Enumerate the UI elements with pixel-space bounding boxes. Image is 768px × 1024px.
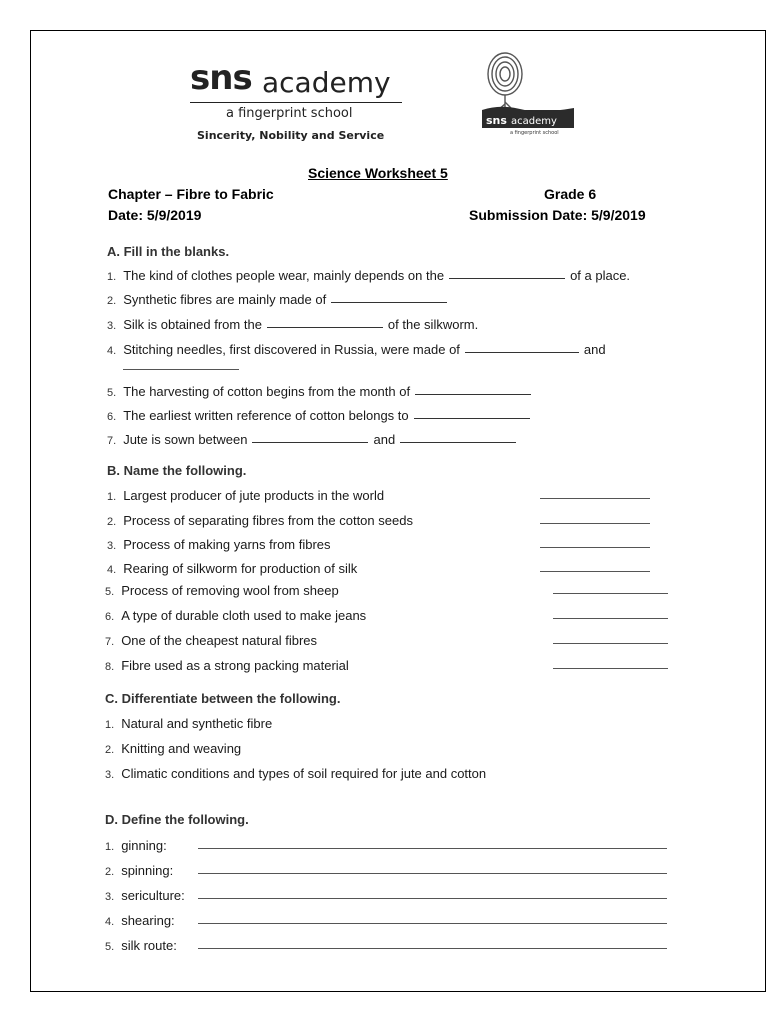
answer-line[interactable] <box>540 523 650 524</box>
answer-line[interactable] <box>198 898 667 899</box>
question-text: Process of making yarns from fibres <box>123 537 331 552</box>
answer-line[interactable] <box>198 848 667 849</box>
question-text: Natural and synthetic fibre <box>121 716 273 731</box>
question-text: ginning: <box>121 838 167 853</box>
question-text: One of the cheapest natural fibres <box>121 633 318 648</box>
question-number: 4. <box>105 916 115 928</box>
logo-sns-text: sns <box>190 58 252 98</box>
answer-line[interactable] <box>198 873 667 874</box>
logo-motto: Sincerity, Nobility and Service <box>197 129 385 142</box>
question-number: 2. <box>107 516 117 528</box>
question-text: Jute is sown between <box>123 432 248 447</box>
question-text: A type of durable cloth used to make jeans <box>121 608 367 623</box>
question-number: 4. <box>107 345 117 357</box>
question-text-end: and <box>583 342 606 357</box>
question-d5 <box>105 938 177 953</box>
question-number: 4. <box>107 564 117 576</box>
question-number: 5. <box>105 586 115 598</box>
question-b1 <box>107 488 384 503</box>
answer-blank[interactable] <box>400 442 516 443</box>
question-b2 <box>107 513 413 528</box>
question-a2 <box>107 292 452 307</box>
answer-line[interactable] <box>540 547 650 548</box>
answer-blank-continued[interactable] <box>123 369 239 370</box>
question-b7 <box>105 633 317 648</box>
question-text: Process of separating fibres from the cotton seeds <box>123 513 413 528</box>
question-number: 3. <box>105 891 115 903</box>
question-a4 <box>107 342 606 357</box>
grade-label: Grade 6 <box>544 186 597 202</box>
section-d-title: D. Define the following. <box>105 812 249 827</box>
question-number: 5. <box>105 941 115 953</box>
section-c-title: C. Differentiate between the following. <box>105 691 341 706</box>
question-text: shearing: <box>121 913 175 928</box>
question-a5 <box>107 384 536 399</box>
question-number: 2. <box>105 866 115 878</box>
question-text: The kind of clothes people wear, mainly depends on the <box>123 268 445 283</box>
question-c1 <box>105 716 272 731</box>
emblem-tagline: a fingerprint school <box>510 130 559 136</box>
answer-line[interactable] <box>553 618 668 619</box>
question-b6 <box>105 608 366 623</box>
question-text: Silk is obtained from the <box>123 317 262 332</box>
question-number: 3. <box>107 320 117 332</box>
emblem-sns-text: sns <box>486 114 507 127</box>
question-number: 1. <box>107 491 117 503</box>
question-text: Rearing of silkworm for production of silk <box>123 561 358 576</box>
question-d3 <box>105 888 185 903</box>
logo-tagline: a fingerprint school <box>226 106 353 121</box>
question-text: silk route: <box>121 938 177 953</box>
answer-blank[interactable] <box>267 327 383 328</box>
question-b4 <box>107 561 357 576</box>
question-number: 7. <box>105 636 115 648</box>
question-text: Knitting and weaving <box>121 741 242 756</box>
answer-blank[interactable] <box>415 394 531 395</box>
section-b-title: B. Name the following. <box>107 463 247 478</box>
question-number: 5. <box>107 387 117 399</box>
logo-divider <box>190 102 402 103</box>
question-b3 <box>107 537 331 552</box>
question-number: 1. <box>107 271 117 283</box>
section-a-title: A. Fill in the blanks. <box>107 244 230 259</box>
question-text: spinning: <box>121 863 174 878</box>
question-text: Fibre used as a strong packing material <box>121 658 349 673</box>
question-text: Synthetic fibres are mainly made of <box>123 292 327 307</box>
question-text-end: of the silkworm. <box>387 317 479 332</box>
answer-line[interactable] <box>540 571 650 572</box>
answer-blank[interactable] <box>449 278 565 279</box>
emblem-academy-text: academy <box>511 116 557 127</box>
question-text: The harvesting of cotton begins from the month of <box>123 384 411 399</box>
question-text: Climatic conditions and types of soil required for jute and cotton <box>121 766 487 781</box>
question-c2 <box>105 741 241 756</box>
question-number: 2. <box>107 295 117 307</box>
question-a6 <box>107 408 535 423</box>
question-number: 7. <box>107 435 117 447</box>
answer-line[interactable] <box>540 498 650 499</box>
answer-blank[interactable] <box>465 352 579 353</box>
question-number: 3. <box>107 540 117 552</box>
chapter-label: Chapter – Fibre to Fabric <box>108 186 274 202</box>
answer-line[interactable] <box>553 668 668 669</box>
question-text: sericulture: <box>121 888 185 903</box>
question-b5 <box>105 583 339 598</box>
question-text: Process of removing wool from sheep <box>121 583 339 598</box>
question-number: 6. <box>105 611 115 623</box>
answer-line[interactable] <box>553 643 668 644</box>
answer-blank[interactable] <box>331 302 447 303</box>
question-text: Largest producer of jute products in the world <box>123 488 385 503</box>
answer-blank[interactable] <box>252 442 368 443</box>
question-number: 1. <box>105 841 115 853</box>
question-a7 <box>107 432 521 447</box>
question-c3 <box>105 766 486 781</box>
question-text: The earliest written reference of cotton belongs to <box>123 408 409 423</box>
question-text: Stitching needles, first discovered in Russia, were made of <box>123 342 460 357</box>
fingerprint-tree-emblem-icon <box>480 52 580 137</box>
question-number: 6. <box>107 411 117 423</box>
question-number: 2. <box>105 744 115 756</box>
answer-blank[interactable] <box>414 418 530 419</box>
question-number: 1. <box>105 719 115 731</box>
question-text-mid: and <box>373 432 396 447</box>
worksheet-title: Science Worksheet 5 <box>308 165 448 181</box>
question-text-end: of a place. <box>570 268 631 283</box>
question-number: 8. <box>105 661 115 673</box>
question-a3 <box>107 317 478 332</box>
submission-date-label: Submission Date: 5/9/2019 <box>469 207 646 223</box>
logo-academy-text: academy <box>262 66 391 99</box>
question-a1 <box>107 268 630 283</box>
date-label: Date: 5/9/2019 <box>108 207 202 223</box>
answer-line[interactable] <box>198 923 667 924</box>
question-b8 <box>105 658 349 673</box>
question-number: 3. <box>105 769 115 781</box>
question-d2 <box>105 863 173 878</box>
answer-line[interactable] <box>553 593 668 594</box>
question-d4 <box>105 913 175 928</box>
question-d1 <box>105 838 167 853</box>
answer-line[interactable] <box>198 948 667 949</box>
